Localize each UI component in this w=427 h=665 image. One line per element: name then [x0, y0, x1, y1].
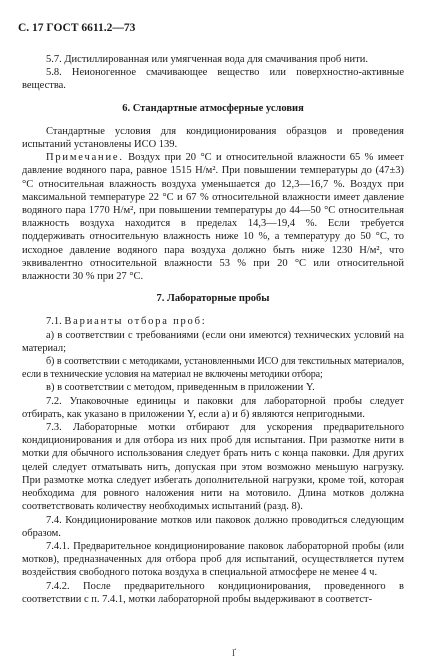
list-item-a: а) в соответствии с требованиями (если они имеются) технических условий на материал;	[22, 329, 404, 354]
section-6-number: 6.	[122, 102, 131, 114]
paragraph-7-4: 7.4. Кондиционирование мотков или паковок должно проводиться следующим образом.	[22, 514, 404, 539]
note-text: Воздух при 20 °С и относительной влажности 65 % имеет давление водяного пара, равное 1515 Н/м². При повышении температуры до (47±3) °С относительная влажность воздуха уменьшается до 12,3—16,7 %. Воздух при максимальной температуре 22 °С и 67 % относительной влажности имеет давление водяного пара 1770 Н/м², при повышении температуры до 44—50 °С относительная влажность воздуха находится в пределах 14,3—19,4 %. Если требуется поддерживать относительную влажность ниже 10 %, а температуру до 50 °С, то исходное давление водяного пара воздуха должно быть ниже 1230 Н/м², что эквивалентно относительной влажности 53 % при 20 °С или относительной влажности 30 % при 27 °С.	[22, 152, 404, 283]
paragraph-7-3: 7.3. Лабораторные мотки отбирают для ускорения предварительного кондиционирования и для отбора из них проб для испытания. При размотке нити в мотки для обычного использования следует брать нить с конца паковки. Для других целей следует отматывать нить, допуская при этом возможно меньшую нагрузку. При размотке мотка следует избегать дополнительной нагрузки, кроме той, которая необходима для ровного наложения нити на мотовило. Длина мотков должна соответствовать количеству необходимых испытаний (разд. 8).	[22, 422, 404, 513]
list-item-b: б) в соответствии с методиками, установленными ИСО для текстильных материалов, если в технические условия на материал не включены методики отбора;	[22, 356, 404, 381]
paragraph-7-2: 7.2. Упаковочные единицы и паковки для лабораторной пробы следует отбирать, как указано в приложении Y, если а) и б) являются непригодными.	[22, 395, 404, 420]
list-item-c: в) в соответствии с методом, приведенным в приложении Y.	[46, 382, 315, 394]
paragraph-7-1-heading: Варианты отбора проб:	[64, 316, 207, 328]
note-label: Примечание.	[46, 152, 124, 164]
section-6-heading	[22, 102, 404, 115]
paragraph-5-8: 5.8. Неионогенное смачивающее вещество или поверхностно-активные вещества.	[22, 67, 404, 92]
document-body	[22, 53, 404, 606]
paragraph-5-7: 5.7. Дистиллированная или умягченная вода для смачивания проб нити.	[46, 54, 368, 65]
page-header: С. 17 ГОСТ 6611.2—73	[18, 22, 136, 34]
section-7-title: Лабораторные пробы	[167, 293, 270, 305]
page-footer-mark: Ґ	[232, 648, 237, 658]
paragraph-7-1	[22, 315, 404, 328]
paragraph-7-4-1: 7.4.1. Предварительное кондиционирование паковок лабораторной пробы (или мотков), предназначенных для отбора проб для испытаний, осуществляется путем воздействия свободного потока воздуха в специальной атмосфере не менее 4 ч.	[22, 540, 404, 579]
section-6-title: Стандартные атмосферные условия	[132, 102, 304, 114]
paragraph-7-4-2: 7.4.2. После предварительного кондиционирования, проведенного в соответствии с п. 7.4.1, мотки лабораторной пробы выдерживают в соответст-	[22, 580, 404, 605]
section-7-number: 7.	[156, 293, 165, 305]
paragraph-6-intro: Стандартные условия для кондиционирования образцов и проведения испытаний установлены ИСО 139.	[22, 125, 404, 151]
section-7-heading	[22, 292, 404, 305]
paragraph-7-1-number: 7.1.	[46, 316, 62, 328]
note-paragraph	[22, 151, 404, 283]
